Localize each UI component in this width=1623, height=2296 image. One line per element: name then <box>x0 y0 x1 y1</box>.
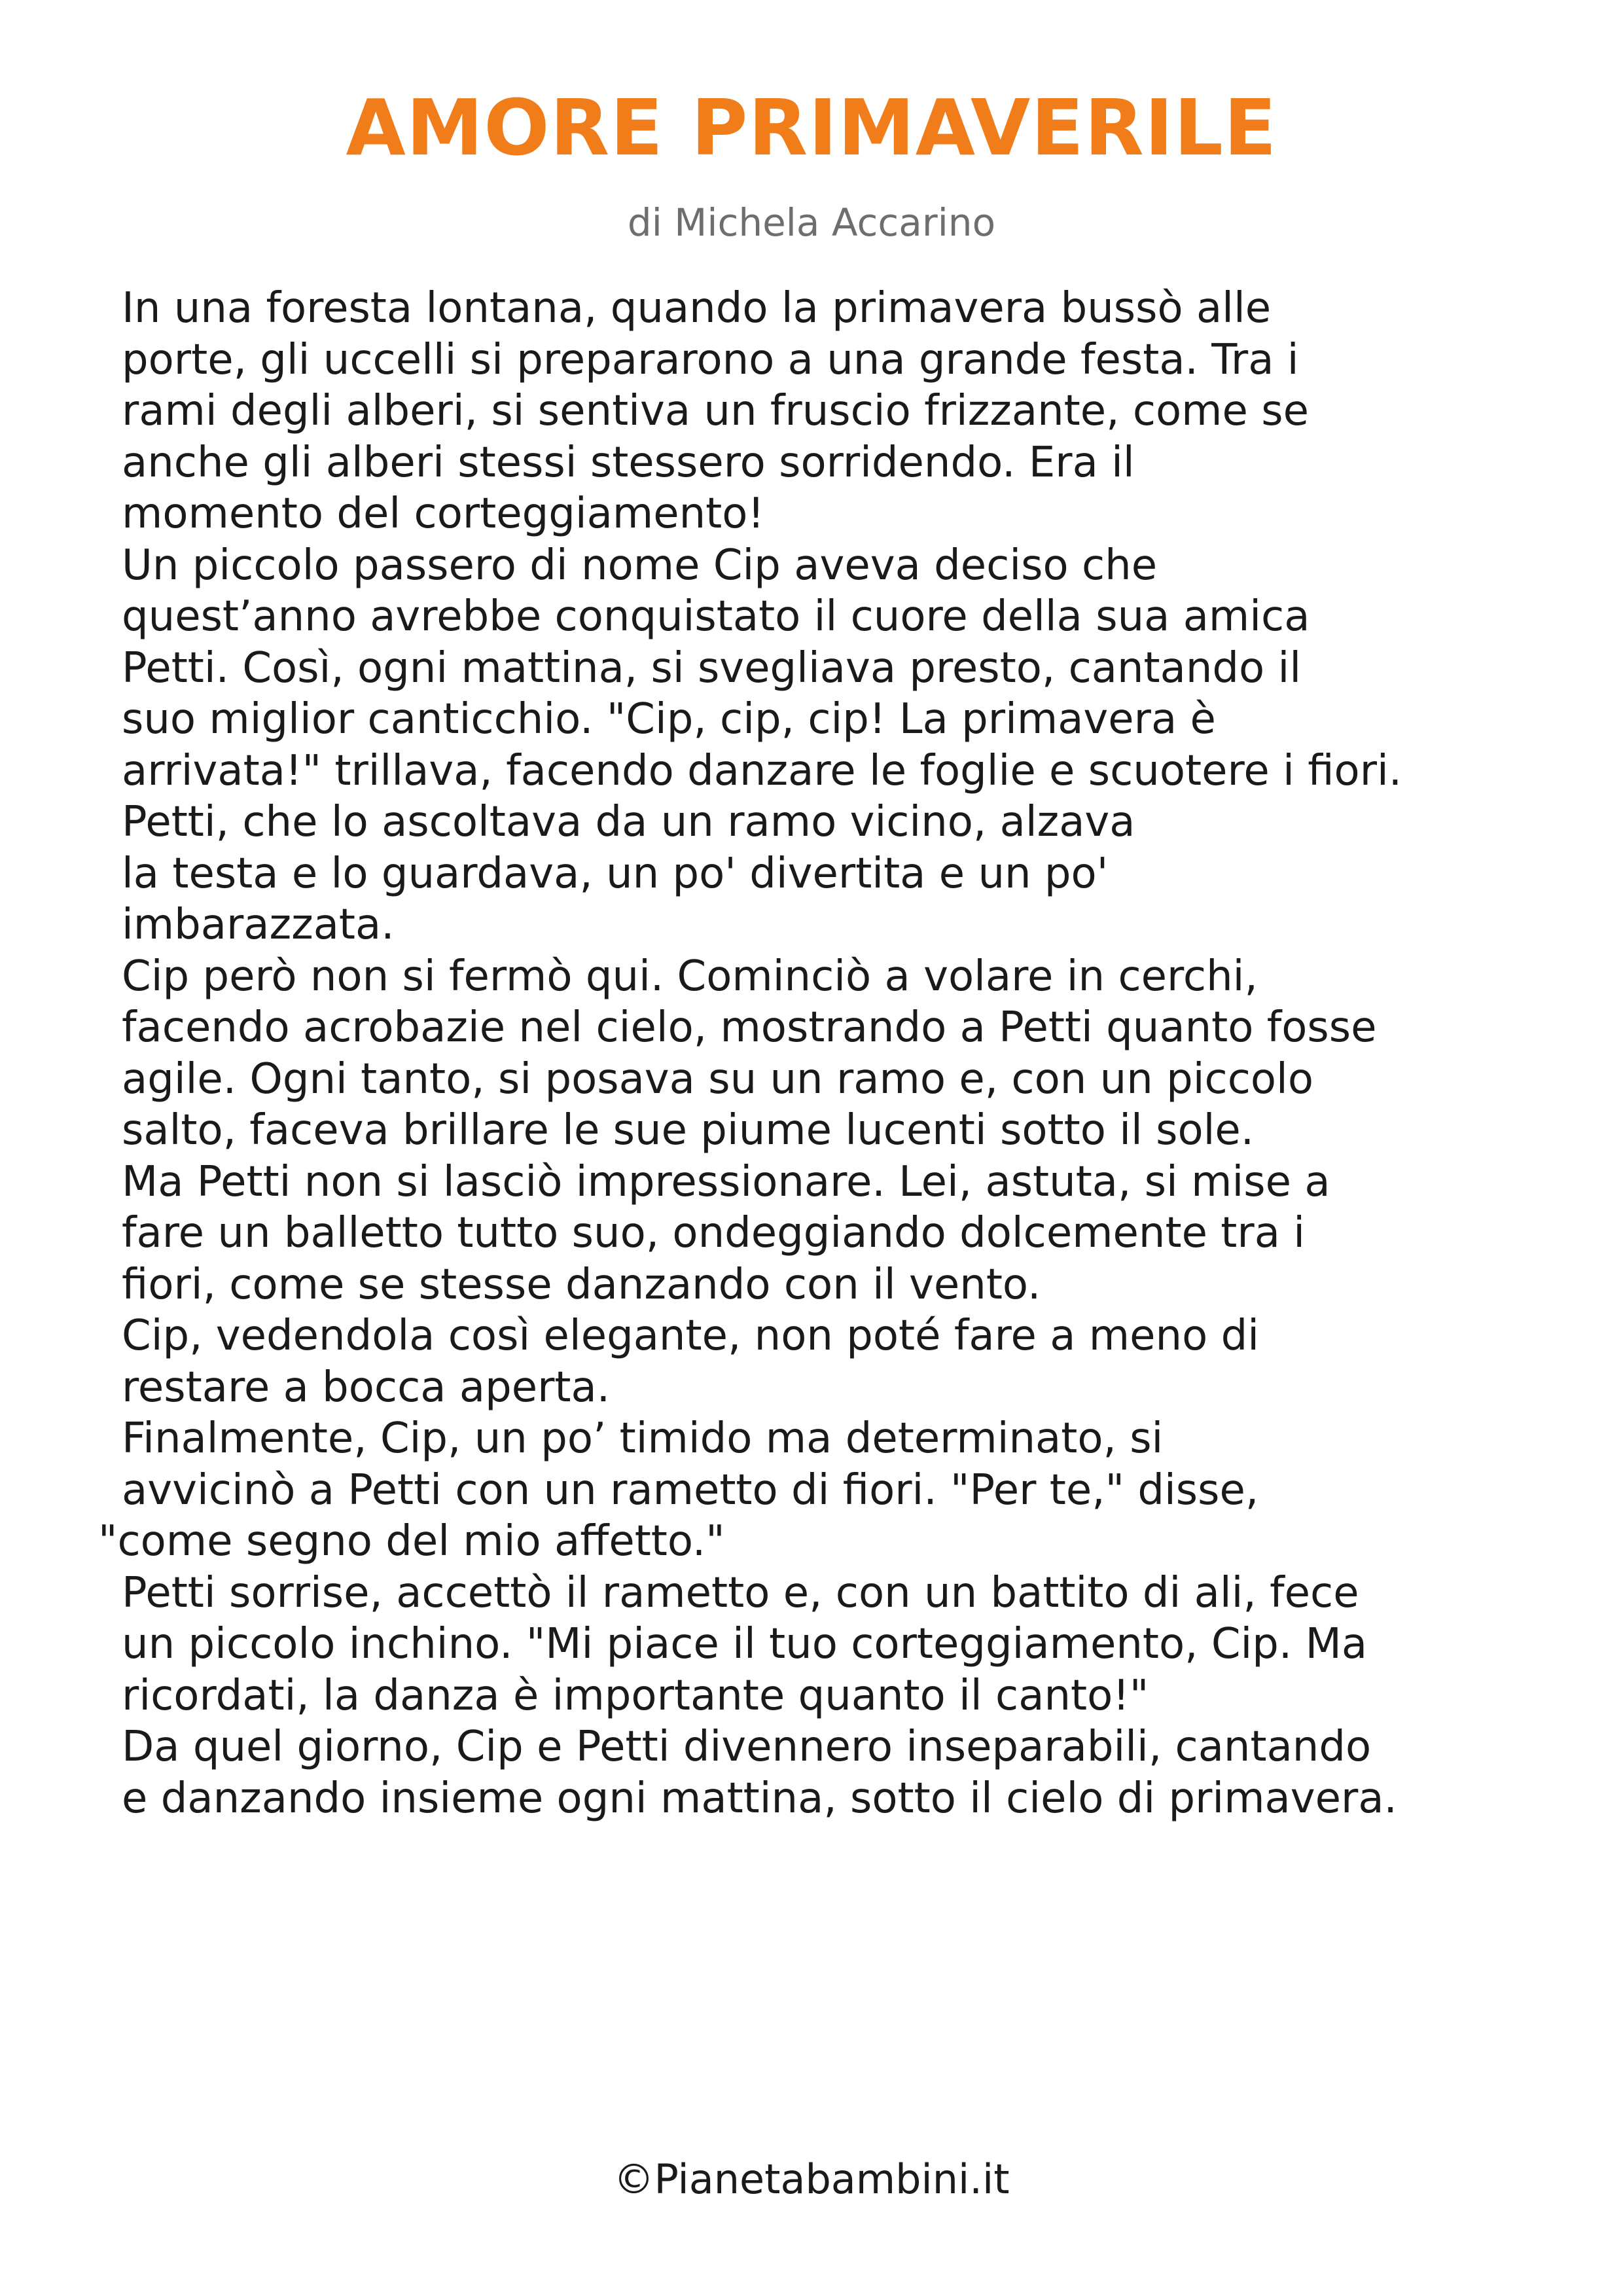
story-line: porte, gli uccelli si prepararono a una grande festa. Tra i <box>122 335 1299 384</box>
story-line: anche gli alberi stessi stessero sorridendo. Era il <box>122 438 1135 487</box>
story-line: un piccolo inchino. "Mi piace il tuo corteggiamento, Cip. Ma <box>122 1620 1368 1668</box>
story-line: quest’anno avrebbe conquistato il cuore della sua amica <box>122 592 1310 641</box>
story-title: AMORE PRIMAVERILE <box>346 82 1277 173</box>
story-line: ricordati, la danza è importante quanto il canto!" <box>122 1671 1149 1720</box>
story-line: avvicinò a Petti con un rametto di fiori. "Per te," disse, <box>122 1465 1259 1515</box>
story-line: Un piccolo passero di nome Cip aveva deciso che <box>122 541 1158 590</box>
story-author: di Michela Accarino <box>627 200 996 245</box>
story-line: Cip però non si fermò qui. Cominciò a volare in cerchi, <box>122 952 1258 1001</box>
story-line: salto, faceva brillare le sue piume lucenti sotto il sole. <box>122 1106 1255 1155</box>
story-line: In una foresta lontana, quando la primavera bussò alle <box>122 284 1272 332</box>
story-line: la testa e lo guardava, un po' divertita e un po' <box>122 849 1109 898</box>
story-line: fiori, come se stesse danzando con il vento. <box>122 1260 1041 1309</box>
story-line: suo miglior canticchio. "Cip, cip, cip! La primavera è <box>122 695 1216 744</box>
story-line: "come segno del mio affetto." <box>98 1517 725 1566</box>
story-line: Petti, che lo ascoltava da un ramo vicino, alzava <box>122 798 1135 846</box>
story-line: agile. Ogni tanto, si posava su un ramo e, con un piccolo <box>122 1054 1313 1103</box>
story-line: rami degli alberi, si sentiva un fruscio frizzante, come se <box>122 387 1309 435</box>
story-line: imbarazzata. <box>122 901 395 949</box>
story-line: restare a bocca aperta. <box>122 1363 611 1412</box>
copyright-footer: ©Pianetabambini.it <box>613 2155 1010 2203</box>
story-line: arrivata!" trillava, facendo danzare le foglie e scuotere i fiori. <box>122 746 1402 795</box>
story-line: fare un balletto tutto suo, ondeggiando dolcemente tra i <box>122 1209 1306 1257</box>
story-line: Petti. Così, ogni mattina, si svegliava presto, cantando il <box>122 643 1302 692</box>
story-line: Cip, vedendola così elegante, non poté fare a meno di <box>122 1312 1259 1360</box>
story-line: e danzando insieme ogni mattina, sotto il cielo di primavera. <box>122 1774 1397 1823</box>
story-line: Da quel giorno, Cip e Petti divennero inseparabili, cantando <box>122 1723 1372 1771</box>
story-line: momento del corteggiamento! <box>122 490 765 538</box>
story-line: Petti sorrise, accettò il rametto e, con un battito di ali, fece <box>122 1568 1359 1617</box>
story-line: facendo acrobazie nel cielo, mostrando a Petti quanto fosse <box>122 1003 1377 1052</box>
story-line: Finalmente, Cip, un po’ timido ma determinato, si <box>122 1414 1164 1463</box>
story-line: Ma Petti non si lasciò impressionare. Lei, astuta, si mise a <box>122 1157 1330 1206</box>
story-body <box>98 283 1588 1824</box>
